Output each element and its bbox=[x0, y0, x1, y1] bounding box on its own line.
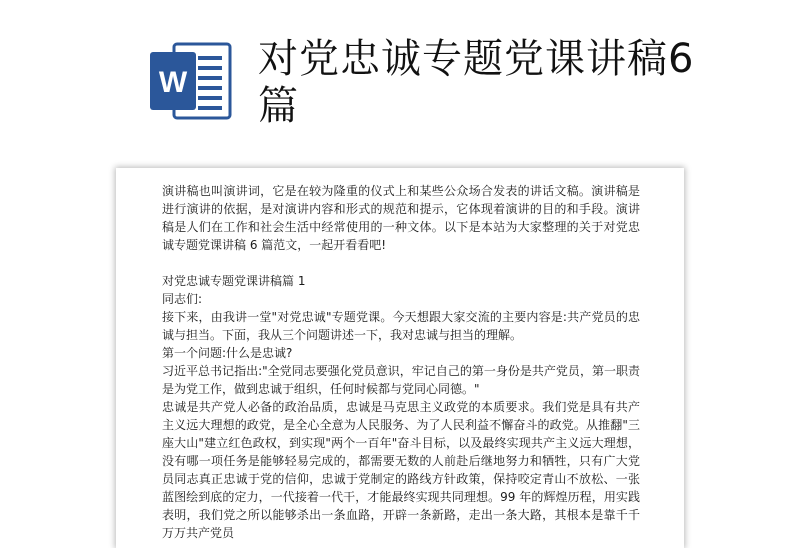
paragraph-spacer bbox=[162, 254, 640, 272]
document-page bbox=[116, 168, 684, 548]
question-heading: 第一个问题:什么是忠诚? bbox=[162, 346, 293, 360]
document-body bbox=[162, 182, 640, 542]
greeting-line: 同志们: bbox=[162, 292, 203, 306]
word-icon-letter: W bbox=[158, 66, 188, 99]
document-title: 对党忠诚专题党课讲稿6篇 bbox=[258, 36, 695, 129]
quote-paragraph: 习近平总书记指出:"全党同志要强化党员意识，牢记自己的第一身份是共产党员，第一职责是为党工作，做到忠诚于组织，任何时候都与党同心同德。" bbox=[162, 364, 640, 396]
paragraph-loyalty: 忠诚是共产党人必备的政治品质，忠诚是马克思主义政党的本质要求。我们党是具有共产主义远大理想的政党，是全心全意为人民服务、为了人民利益不懈奋斗的政党。从推翻"三座大山"建立红色政权，到实现"两个一百年"奋斗目标，以及最终实现共产主义远大理想，没有哪一项任务是能够轻易完成的，都需要无数的人前赴后继地努力和牺牲，只有广大党员同志真正忠诚于党的信仰，忠诚于党制定的路线方针政策，保持咬定青山不放松、一张蓝图绘到底的定力，一代接着一代干，才能最终实现共同理想。99 年的辉煌历程，用实践表明，我们党之所以能够杀出一条血路，开辟一条新路，走出一条大路，其根本是靠千千万万共产党员 bbox=[162, 400, 640, 540]
word-document-icon bbox=[150, 42, 232, 120]
paragraph-intro-topic: 接下来，由我讲一堂"对党忠诚"专题党课。今天想跟大家交流的主要内容是:共产党员的忠诚与担当。下面，我从三个问题讲述一下，我对忠诚与担当的理解。 bbox=[162, 310, 640, 342]
intro-paragraph: 演讲稿也叫演讲词，它是在较为隆重的仪式上和某些公众场合发表的讲话文稿。演讲稿是进行演讲的依据，是对演讲内容和形式的规范和提示，它体现着演讲的目的和手段。演讲稿是人们在工作和社会生活中经常使用的一种文体。以下是本站为大家整理的关于对党忠诚专题党课讲稿 6 篇范文，一起开看看吧! bbox=[162, 184, 640, 252]
page-header bbox=[0, 0, 800, 150]
section-heading: 对党忠诚专题党课讲稿篇 1 bbox=[162, 274, 306, 288]
